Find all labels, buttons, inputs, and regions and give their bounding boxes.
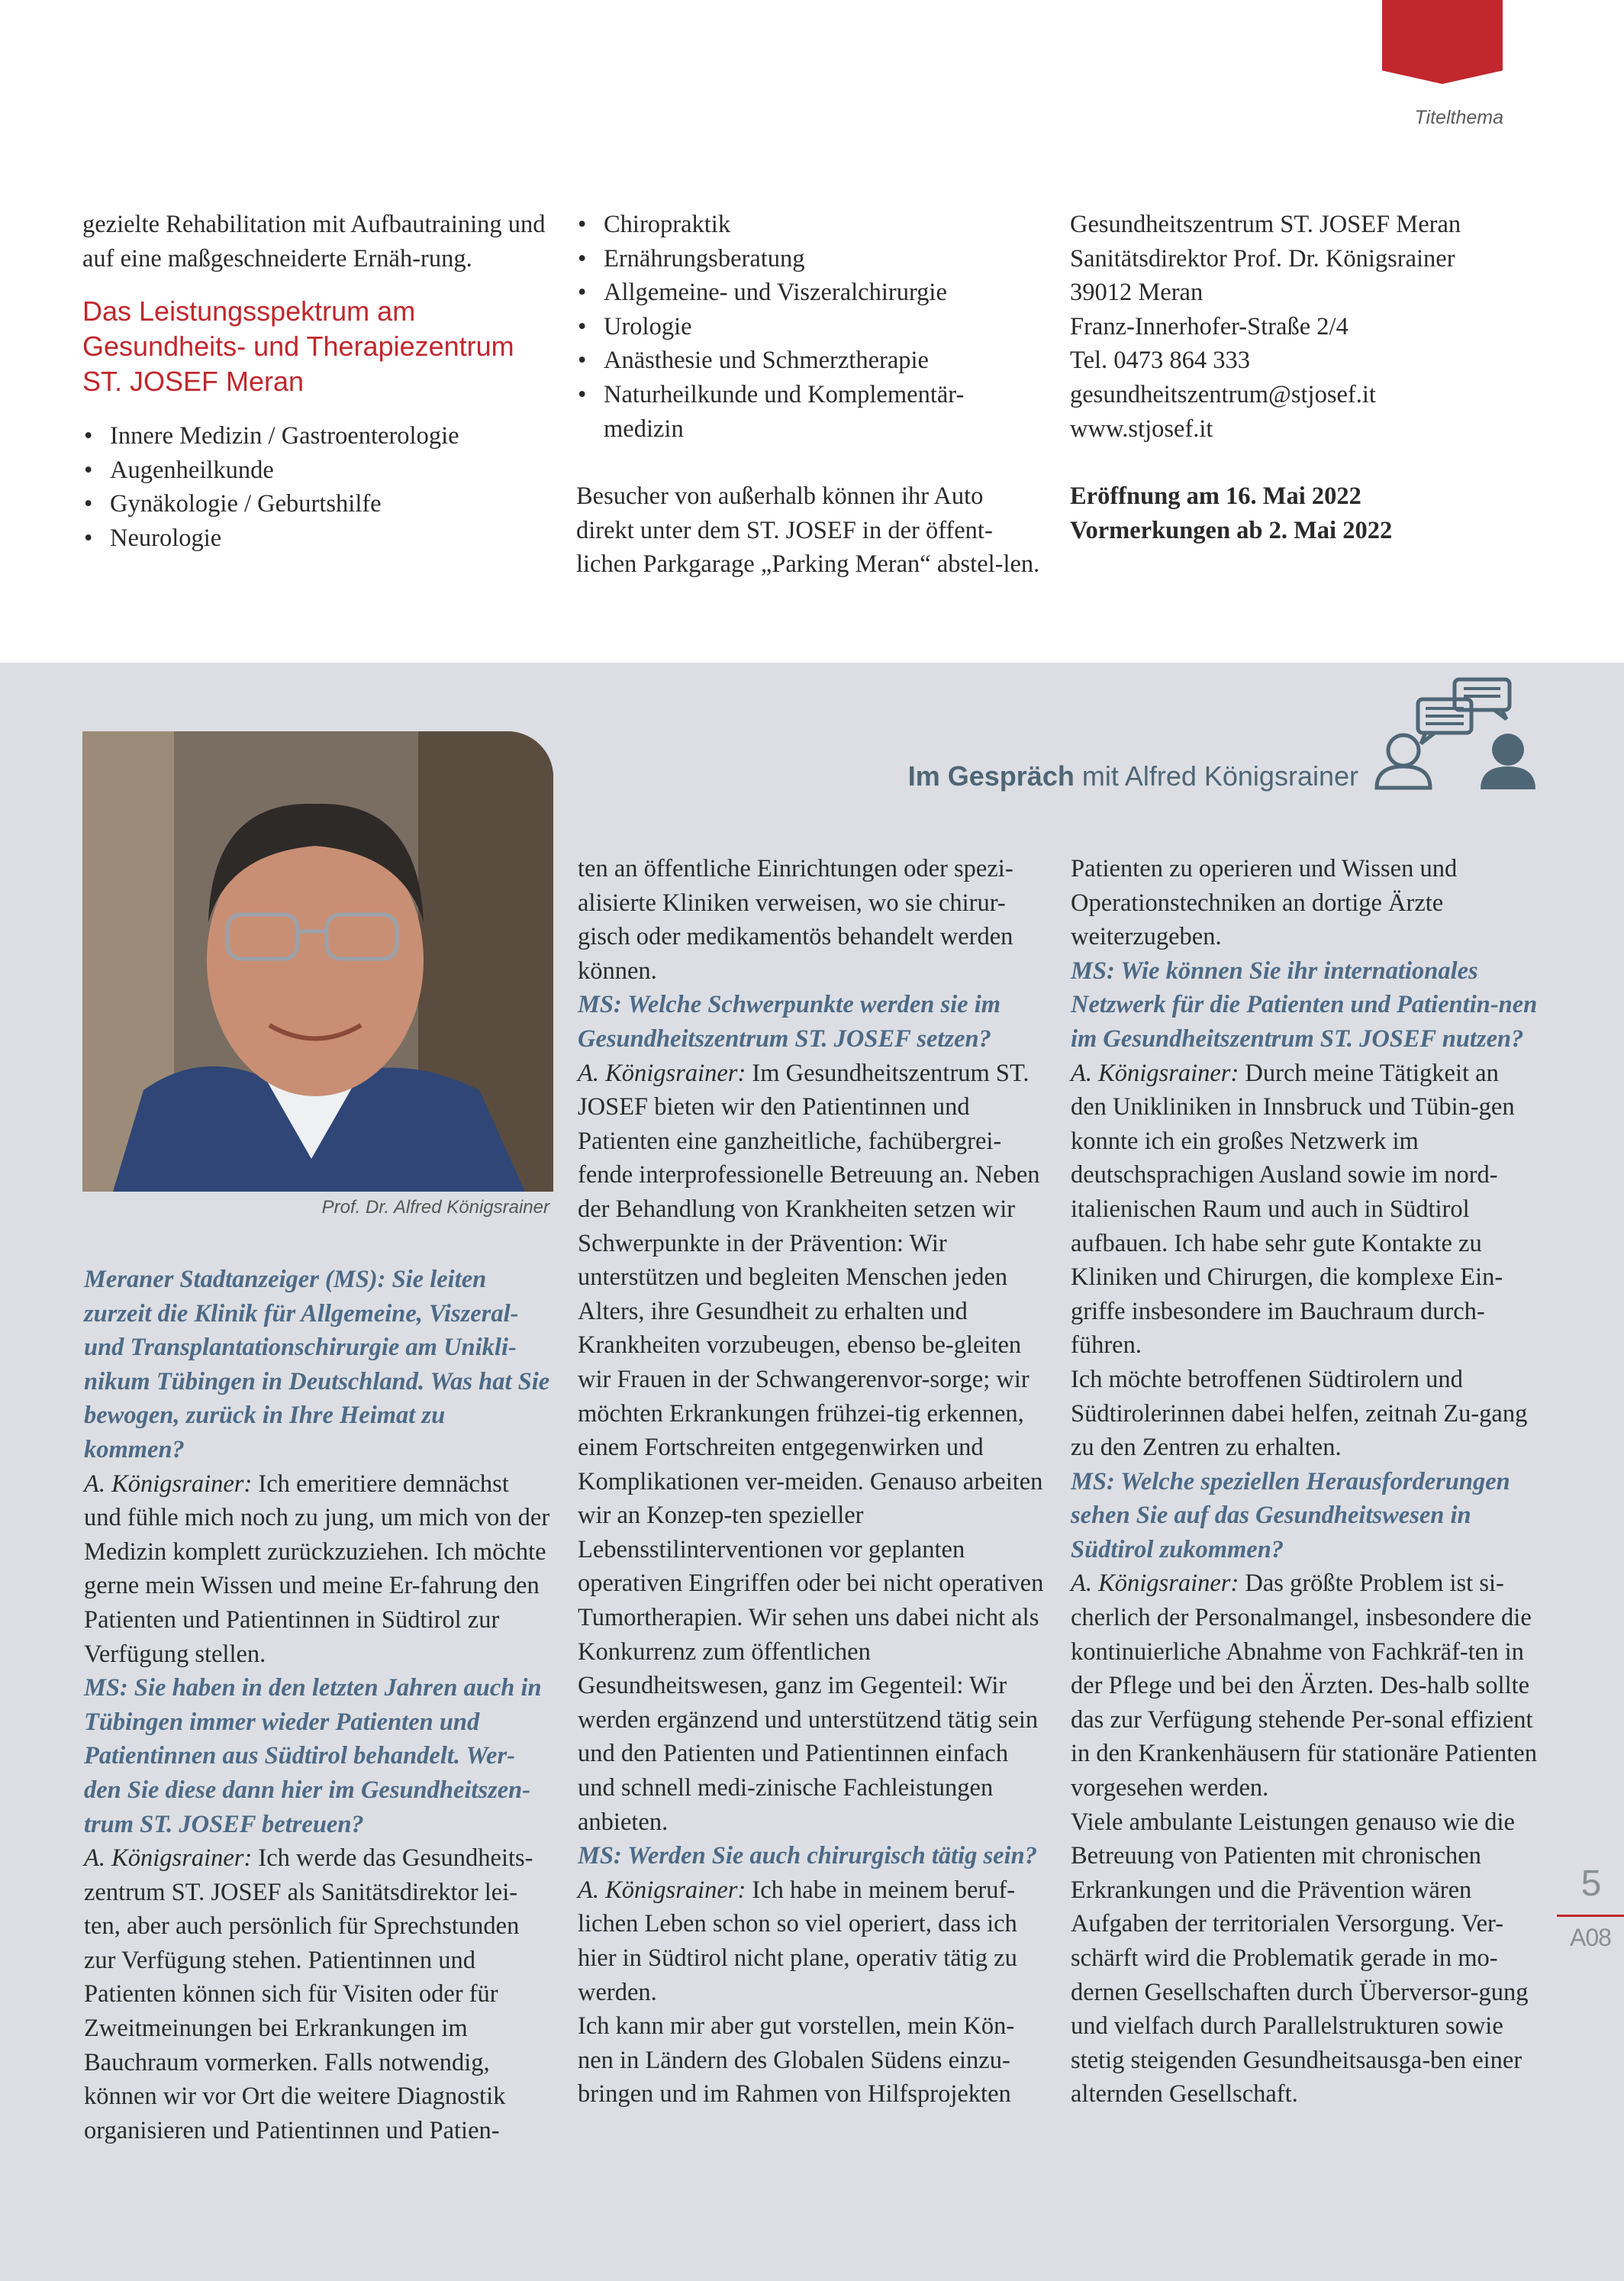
top-column-3 xyxy=(1070,208,1543,547)
contact-line: Gesundheitszentrum ST. JOSEF Meran xyxy=(1070,211,1461,238)
paragraph: ten an öffentliche Einrichtungen oder spezi-alisierte Kliniken verweisen, wo sie chirur-gisch oder medikamentös behandelt werden können. xyxy=(578,855,1013,985)
list-item: • Ernährungsberatung xyxy=(576,242,1042,276)
list-item: • Chiropraktik xyxy=(576,208,1042,242)
interview-column-1 xyxy=(84,1263,551,2147)
contact-line: Sanitätsdirektor Prof. Dr. Königsrainer xyxy=(1070,244,1455,273)
page-code: A08 xyxy=(1570,1924,1611,1951)
answer: A. Königsrainer: Das größte Problem ist si-cherlich der Personalmangel, insbesondere die kontinuierliche Abnahme von Fachkräf-ten in der Pflege und bei den Ärzten. Des-halb sollte das zur Verfügung stehende Per-sonal effizient in den Krankenhäusern für stationäre Patienten vorgesehen werden. xyxy=(1071,1570,1537,1802)
conversation-icon xyxy=(1372,676,1540,791)
question: MS: Werden Sie auch chirurgisch tätig sein? xyxy=(578,1842,1037,1870)
question: MS: Welche Schwerpunkte werden sie im Gesundheitszentrum ST. JOSEF setzen? xyxy=(578,991,1001,1053)
list-item: • Augenheilkunde xyxy=(82,453,548,488)
services-list-1 xyxy=(82,419,548,555)
speaker-name: A. Königsrainer: xyxy=(578,1876,746,1904)
question: Meraner Stadtanzeiger (MS): Sie leiten zurzeit die Klinik für Allgemeine, Viszeral- und Transplantationschirurgie am Unikli-nikum Tübingen in Deutschland. Was hat Sie bewogen, zurück in Ihre Heimat zu kommen? xyxy=(84,1266,550,1463)
opening-date: Eröffnung am 16. Mai 2022 xyxy=(1070,482,1361,511)
contact-email[interactable]: gesundheitszentrum@stjosef.it xyxy=(1070,380,1376,408)
section-label: Titelthema xyxy=(1414,107,1503,128)
answer: A. Königsrainer: Durch meine Tätigkeit an den Unikliniken in Innsbruck und Tübin-gen konnte ich ein großes Netzwerk im deutschsprachigen Ausland sowie im nord-italienischen Raum und auch in Südtirol aufbauen. Ich habe sehr gute Kontakte zu Kliniken und Chirurgen, die komplexe Ein-griffe insbesondere im Bauchraum durch-führen. xyxy=(1071,1059,1515,1360)
list-item: • Anästhesie und Schmerztherapie xyxy=(576,344,1042,378)
paragraph: Ich möchte betroffenen Südtirolern und Südtirolerinnen dabei helfen, zeitnah Zu-gang zu den Zentren zu erhalten. xyxy=(1071,1365,1528,1462)
paragraph: Ich kann mir aber gut vorstellen, mein Kön-nen in Ländern des Globalen Südens einzu-bringen und im Rahmen von Hilfsprojekten xyxy=(578,2012,1015,2108)
contact-line: Franz-Innerhofer-Straße 2/4 xyxy=(1070,312,1348,340)
answer: A. Königsrainer: Ich habe in meinem beruf-lichen Leben schon so viel operiert, dass ich hier in Südtirol nicht plane, operativ tätig zu werden. xyxy=(578,1876,1017,2006)
intro-paragraph: gezielte Rehabilitation mit Aufbautraining und auf eine maßgeschneiderte Ernäh-rung. xyxy=(82,211,546,273)
contact-phone: Tel. 0473 864 333 xyxy=(1070,347,1251,375)
answer: A. Königsrainer: Ich werde das Gesundheits-zentrum ST. JOSEF als Sanitätsdirektor lei-ten, aber auch persönlich für Sprechstunden zur Verfügung stehen. Patientinnen und Patienten können sich für Visiten oder für Zweitmeinungen bei Erkrankungen im Bauchraum vormerken. Falls notwendig, können wir vor Ort die weitere Diagnostik organisieren und Patientinnen und Patien- xyxy=(84,1844,533,2144)
question: MS: Wie können Sie ihr internationales Netzwerk für die Patienten und Patientin-nen im Gesundheitszentrum ST. JOSEF nutzen? xyxy=(1071,957,1538,1053)
speaker-name: A. Königsrainer: xyxy=(578,1059,746,1087)
interview-column-2 xyxy=(578,852,1046,2112)
answer: A. Königsrainer: Ich emeritiere demnächst und fühle mich noch zu jung, um mich von der Medizin komplett zurückzuziehen. Ich möchte gerne mein Wissen und meine Er-fahrung den Patienten und Patientinnen in Südtirol zur Verfügung stellen. xyxy=(84,1470,550,1668)
answer: A. Königsrainer: Im Gesundheitszentrum ST. JOSEF bieten wir den Patientinnen und Patienten eine ganzheitliche, fachübergrei-fende interprofessionelle Betreuung an. Neben der Behandlung von Krankheiten setzen wir Schwerpunkte in der Prävention: Wir unterstützen und begleiten Menschen jeden Alters, ihre Gesundheit zu erhalten und Krankheiten vorzubeugen, ebenso be-gleiten wir Frauen in der Schwangerenvor-sorge; wir möchten Erkrankungen frühzei-tig erkennen, einem Fortschreiten entgegenwirken und Komplikationen ver-meiden. Genauso arbeiten wir an Konzep-ten spezieller Lebensstilinterventionen vor geplanten operativen Eingriffen oder bei nicht operativen Tumortherapien. Wir sehen uns dabei nicht als Konkurrenz zum öffentlichen Gesundheitswesen, ganz im Gegenteil: Wir werden ergänzend und unterstützend tätig sein und den Patienten und Patientinnen einfach und schnell medi-zinische Fachleistungen anbieten. xyxy=(578,1059,1044,1836)
page-number-divider xyxy=(1557,1915,1624,1917)
question: MS: Welche speziellen Herausforderungen sehen Sie auf das Gesundheitswesen in Südtirol zukommen? xyxy=(1071,1467,1510,1563)
list-item: • Naturheilkunde und Komplementär-medizin xyxy=(576,378,1042,446)
interview-title: Im Gespräch mit Alfred Königsrainer xyxy=(907,760,1358,792)
speaker-name: A. Königsrainer: xyxy=(84,1470,253,1498)
page-number: 5 xyxy=(1580,1863,1602,1904)
portrait-photo xyxy=(82,731,553,1192)
services-heading: Das Leistungsspektrum am Gesundheits- und Therapiezentrum ST. JOSEF Meran xyxy=(82,295,514,398)
list-item: • Innere Medizin / Gastroenterologie xyxy=(82,419,548,453)
question: MS: Sie haben in den letzten Jahren auch in Tübingen immer wieder Patienten und Patientinnen aus Südtirol behandelt. Wer-den Sie diese dann hier im Gesundheitszen-trum ST. JOSEF betreuen? xyxy=(84,1674,542,1838)
section-tab xyxy=(1382,0,1503,84)
portrait-illustration xyxy=(82,731,553,1192)
speaker-name: A. Königsrainer: xyxy=(1071,1059,1239,1087)
speaker-name: A. Königsrainer: xyxy=(84,1844,253,1873)
list-item: • Allgemeine- und Viszeralchirurgie xyxy=(576,276,1042,310)
contact-line: 39012 Meran xyxy=(1070,279,1204,307)
services-list-2 xyxy=(576,208,1042,446)
speaker-name: A. Königsrainer: xyxy=(1071,1570,1239,1598)
top-column-2 xyxy=(576,208,1042,582)
contact-website[interactable]: www.stjosef.it xyxy=(1070,415,1213,443)
photo-caption: Prof. Dr. Alfred Königsrainer xyxy=(321,1197,549,1218)
list-item: • Neurologie xyxy=(82,521,548,556)
interview-column-3 xyxy=(1071,852,1538,2112)
parking-paragraph: Besucher von außerhalb können ihr Auto direkt unter dem ST. JOSEF in der öffent-lichen Parkgarage „Parking Meran“ abstel-len. xyxy=(576,482,1040,579)
top-column-1 xyxy=(82,208,548,556)
paragraph: Patienten zu operieren und Wissen und Operationstechniken an dortige Ärzte weiterzugeben. xyxy=(1071,855,1458,951)
booking-date: Vormerkungen ab 2. Mai 2022 xyxy=(1070,516,1393,544)
paragraph: Viele ambulante Leistungen genauso wie die Betreuung von Patienten mit chronischen Erkrankungen und die Prävention wären Aufgaben der territorialen Versorgung. Ver-schärft wird die Problematik gerade in mo-dernen Gesellschaften durch Überversor-gung und vielfach durch Parallelstrukturen sowie stetig steigenden Gesundheitsausga-ben einer alternden Gesellschaft. xyxy=(1071,1808,1529,2108)
list-item: • Urologie xyxy=(576,310,1042,344)
list-item: • Gynäkologie / Geburtshilfe xyxy=(82,487,548,521)
